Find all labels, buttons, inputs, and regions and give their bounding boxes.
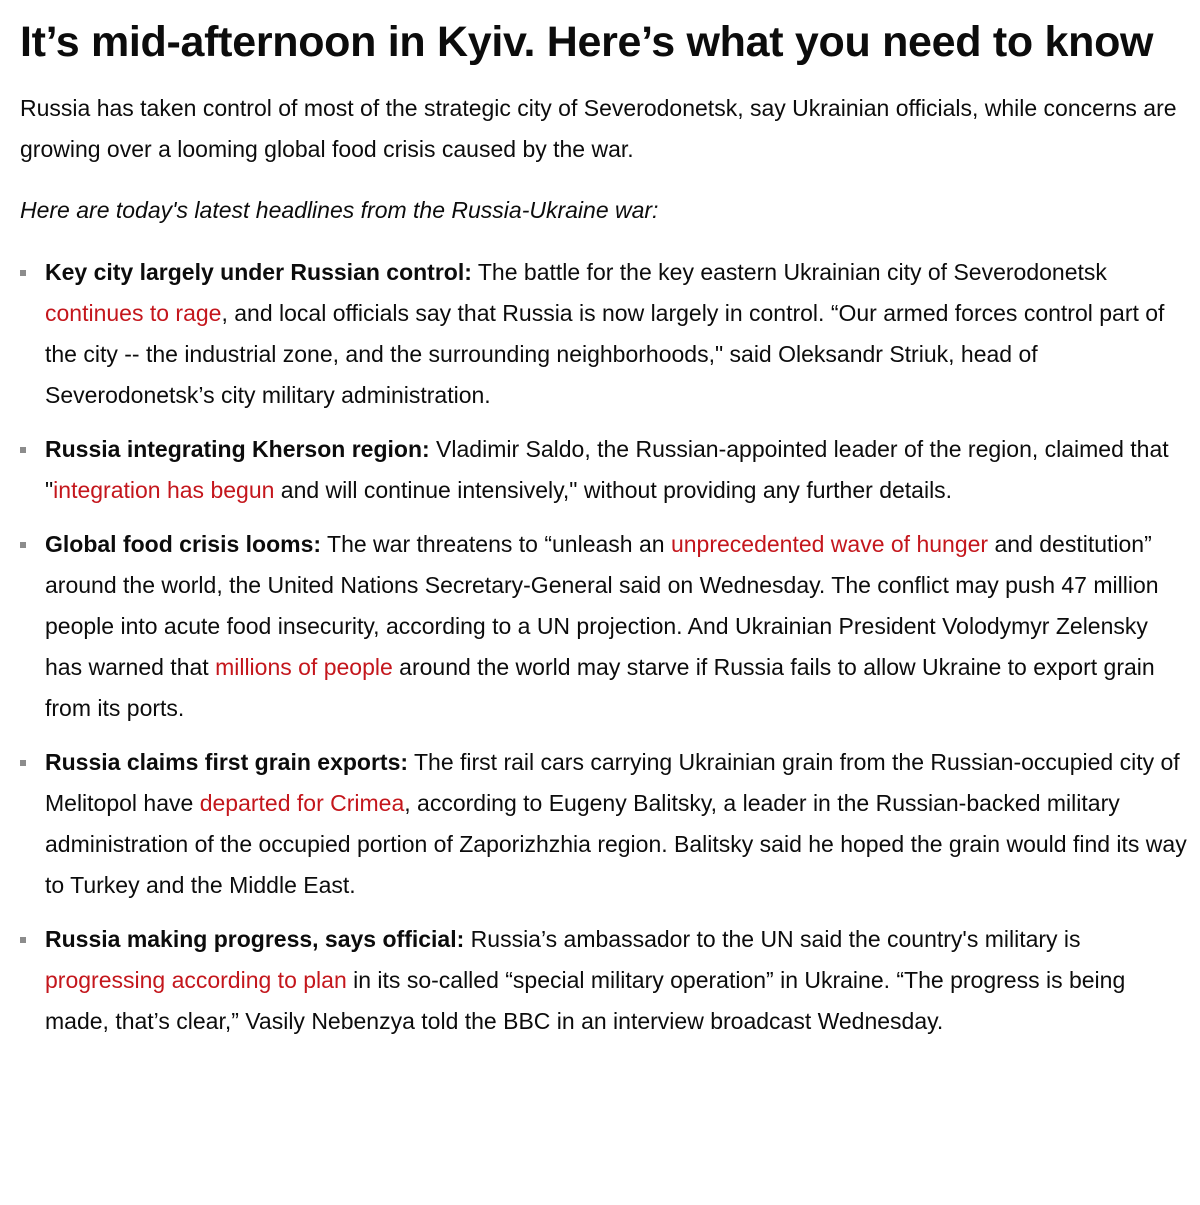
story-link[interactable]: millions of people — [215, 654, 393, 680]
item-text: The first rail cars carrying Ukrainian grain from the Russian-occupied city of Melitopol have — [45, 749, 1180, 816]
story-link[interactable]: progressing according to plan — [45, 967, 347, 993]
square-bullet-icon — [20, 447, 26, 453]
item-heading: Key city largely under Russian control: — [45, 259, 472, 285]
square-bullet-icon — [20, 937, 26, 943]
story-link[interactable]: integration has begun — [53, 477, 275, 503]
square-bullet-icon — [20, 760, 26, 766]
list-item — [20, 742, 1190, 906]
list-item — [20, 429, 1190, 511]
item-text: The war threatens to “unleash an — [321, 531, 671, 557]
item-text: in its so-called “special military operation” in Ukraine. “The progress is being made, that’s clear,” Vasily Nebenzya told the BBC in an interview broadcast Wednesday. — [45, 967, 1126, 1034]
item-heading: Russia integrating Kherson region: — [45, 436, 430, 462]
item-text: , and local officials say that Russia is now largely in control. “Our armed forces control part of the city -- the industrial zone, and the surrounding neighborhoods," said Oleksandr Striuk, head of Severodonetsk’s city military administration. — [45, 300, 1165, 408]
item-heading: Russia making progress, says official: — [45, 926, 465, 952]
item-heading: Russia claims first grain exports: — [45, 749, 409, 775]
list-item — [20, 524, 1190, 729]
square-bullet-icon — [20, 270, 26, 276]
headlines-lead: Here are today's latest headlines from the Russia-Ukraine war: — [20, 197, 659, 223]
item-text: and will continue intensively," without providing any further details. — [274, 477, 953, 503]
story-link[interactable]: departed for Crimea — [199, 790, 405, 816]
list-item — [20, 919, 1190, 1042]
headlines-list — [20, 252, 1190, 1042]
item-text: Russia’s ambassador to the UN said the country's military is — [464, 926, 1081, 952]
article-title: It’s mid-afternoon in Kyiv. Here’s what you need to know — [20, 18, 1154, 66]
story-link[interactable]: continues to rage — [45, 300, 222, 326]
item-text: around the world may starve if Russia fails to allow Ukraine to export grain from its ports. — [45, 654, 1155, 721]
item-heading: Global food crisis looms: — [45, 531, 322, 557]
article-intro: Russia has taken control of most of the strategic city of Severodonetsk, say Ukrainian officials, while concerns are growing over a looming global food crisis caused by the war. — [20, 95, 1177, 162]
item-text: , according to Eugeny Balitsky, a leader in the Russian-backed military administration of the occupied portion of Zaporizhzhia region. Balitsky said he hoped the grain would find its way to Turkey and the Middle East. — [45, 790, 1187, 898]
list-item — [20, 252, 1190, 416]
square-bullet-icon — [20, 542, 26, 548]
item-text: Vladimir Saldo, the Russian-appointed leader of the region, claimed that " — [45, 436, 1169, 503]
item-text: The battle for the key eastern Ukrainian city of Severodonetsk — [471, 259, 1107, 285]
item-text: and destitution” around the world, the United Nations Secretary-General said on Wednesday. The conflict may push 47 million people into acute food insecurity, according to a UN projection. And Ukrainian President Volodymyr Zelensky has warned that — [45, 531, 1159, 680]
story-link[interactable]: unprecedented wave of hunger — [670, 531, 989, 557]
